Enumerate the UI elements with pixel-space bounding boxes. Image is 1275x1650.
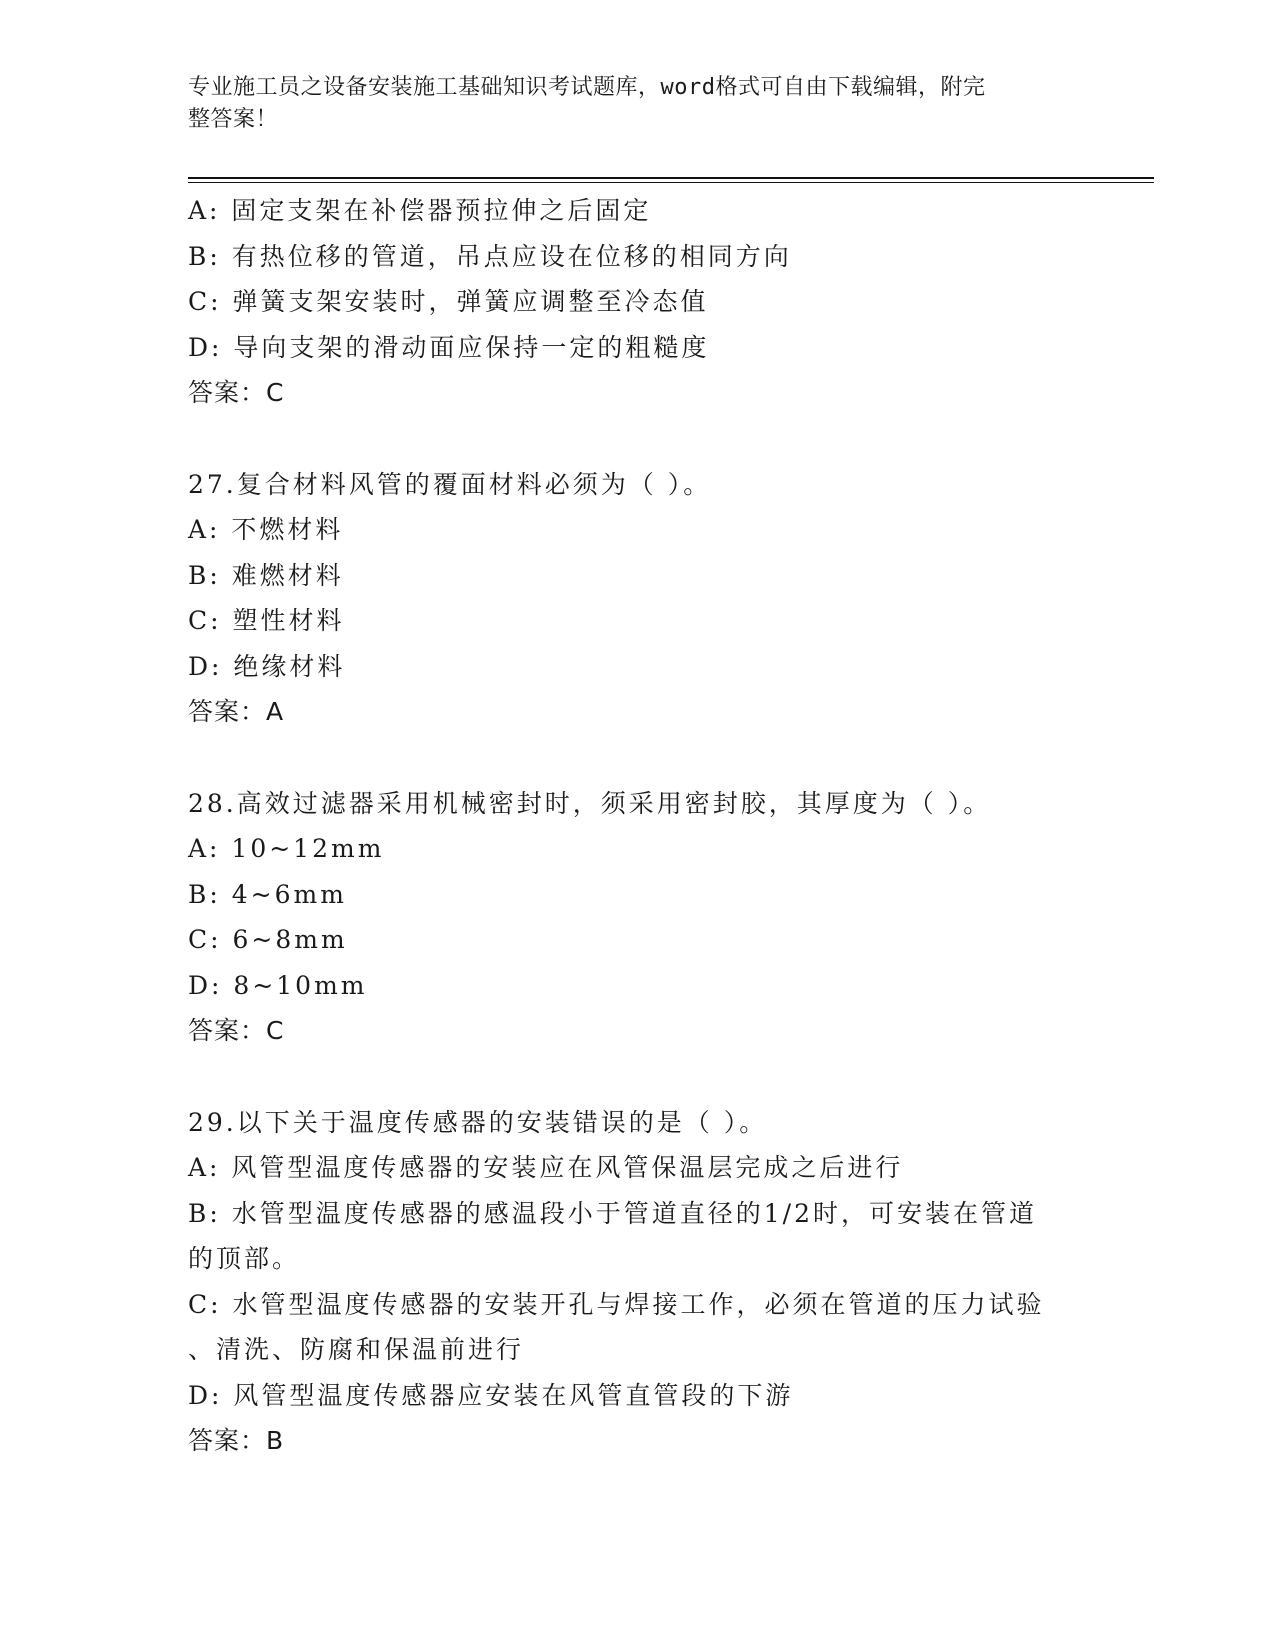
answer: 答案：A: [188, 697, 285, 726]
header-line-1: 专业施工员之设备安装施工基础知识考试题库，word格式可自由下载编辑，附完: [188, 75, 986, 100]
question-content: [188, 188, 1088, 1464]
option-a: A: 固定支架在补偿器预拉伸之后固定: [188, 196, 652, 225]
question-26: [188, 188, 1088, 416]
question-text: 27.复合材料风管的覆面材料必须为（ ）。: [188, 469, 712, 499]
option-d: D: 导向支架的滑动面应保持一定的粗糙度: [188, 332, 710, 362]
option-a: A: 风管型温度传感器的安装应在风管保温层完成之后进行: [188, 1153, 904, 1182]
option-b: B: 有热位移的管道，吊点应设在位移的相同方向: [188, 241, 792, 271]
option-c: C: 弹簧支架安装时，弹簧应调整至冷态值: [188, 287, 709, 316]
header-rule-thin: [188, 182, 1154, 183]
option-b: B: 4~6mm: [188, 879, 347, 909]
option-c: C: 6~8mm: [188, 925, 348, 954]
option-b-line-1: B: 水管型温度传感器的感温段小于管道直径的1/2时，可安装在管道: [188, 1198, 1037, 1228]
document-header: [188, 72, 1068, 136]
answer: 答案：B: [188, 1426, 285, 1455]
option-a: A: 不燃材料: [188, 515, 344, 544]
question-29: [188, 1100, 1088, 1464]
answer: 答案：C: [188, 378, 285, 407]
question-27: [188, 462, 1088, 735]
question-text: 29.以下关于温度传感器的安装错误的是（ ）。: [188, 1107, 768, 1137]
option-d: D: 风管型温度传感器应安装在风管直管段的下游: [188, 1380, 794, 1410]
option-d: D: 绝缘材料: [188, 651, 346, 681]
question-28: [188, 781, 1088, 1054]
header-rule-thick: [188, 177, 1154, 179]
option-a: A: 10~12mm: [188, 834, 385, 863]
option-b-line-2: 的顶部。: [188, 1244, 301, 1273]
answer: 答案：C: [188, 1016, 285, 1045]
option-c-line-2: 、清洗、防腐和保温前进行: [188, 1335, 525, 1364]
option-d: D: 8~10mm: [188, 970, 368, 1000]
question-text: 28.高效过滤器采用机械密封时，须采用密封胶，其厚度为（ ）。: [188, 788, 992, 818]
header-line-2: 整答案！: [188, 107, 279, 132]
option-c: C: 塑性材料: [188, 606, 345, 635]
option-b: B: 难燃材料: [188, 560, 344, 590]
option-c-line-1: C: 水管型温度传感器的安装开孔与焊接工作，必须在管道的压力试验: [188, 1289, 1045, 1319]
